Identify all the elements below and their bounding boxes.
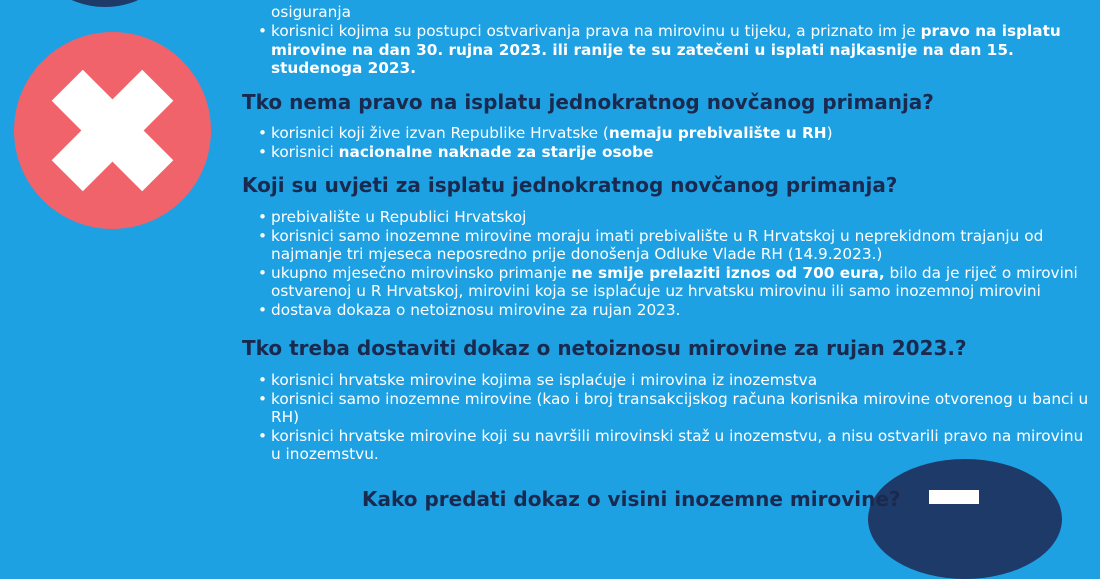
section1-list: [258, 124, 1093, 161]
bottom-white-bar: [929, 490, 979, 504]
section2-list: [258, 208, 1093, 319]
heading-conditions: Koji su uvjeti za isplatu jednokratnog novčanog primanja?: [242, 173, 898, 197]
heading-no-entitlement: Tko nema pravo na isplatu jednokratnog novčanog primanja?: [242, 90, 934, 114]
red-circle-badge: [14, 32, 211, 229]
top-dark-circle: [30, 0, 180, 7]
list-item: • korisnici hrvatske mirovine kojima se isplaćuje i mirovina iz inozemstva: [258, 371, 1093, 390]
list-item: • prebivalište u Republici Hrvatskoj: [258, 208, 1093, 227]
close-icon: [14, 32, 211, 229]
list-item: • korisnici samo inozemne mirovine moraju imati prebivalište u R Hrvatskoj u neprekidnom trajanju od najmanje tri mjeseca neposredno prije donošenja Odluke Vlade RH (14.9.2023.): [258, 227, 1093, 264]
list-item: • ukupno mjesečno mirovinsko primanje ne smije prelaziti iznos od 700 eura, bilo da je riječ o mirovini ostvarenoj u R Hrvatskoj, mirovini koja se isplaćuje uz hrvatsku mirovinu ili samo inozemnoj mirovini: [258, 264, 1093, 301]
heading-how-to-submit: Kako predati dokaz o visini inozemne mirovine?: [362, 487, 901, 511]
bottom-dark-circle: [868, 459, 1062, 579]
list-item: • korisnici kojima su postupci ostvarivanja prava na mirovinu u tijeku, a priznato im je pravo na isplatu mirovine na dan 30. rujna 2023. ili ranije te su zatečeni u isplati najkasnije na dan 15. studenoga 2023.: [258, 22, 1093, 78]
list-item: • korisnici koji žive izvan Republike Hrvatske (nemaju prebivalište u RH): [258, 124, 1093, 143]
section0-list: [258, 22, 1093, 78]
section3-list: [258, 371, 1093, 464]
heading-who-submits: Tko treba dostaviti dokaz o netoiznosu mirovine za rujan 2023.?: [242, 336, 967, 360]
overflow-text: osiguranja: [271, 3, 351, 21]
list-item: • korisnici samo inozemne mirovine (kao i broj transakcijskog računa korisnika mirovine otvorenog u banci u RH): [258, 390, 1093, 427]
list-item: • korisnici nacionalne naknade za starije osobe: [258, 143, 1093, 162]
list-item: • korisnici hrvatske mirovine koji su navršili mirovinski staž u inozemstvu, a nisu ostvarili pravo na mirovinu u inozemstvu.: [258, 427, 1093, 464]
list-item: • dostava dokaza o netoiznosu mirovine za rujan 2023.: [258, 301, 1093, 320]
